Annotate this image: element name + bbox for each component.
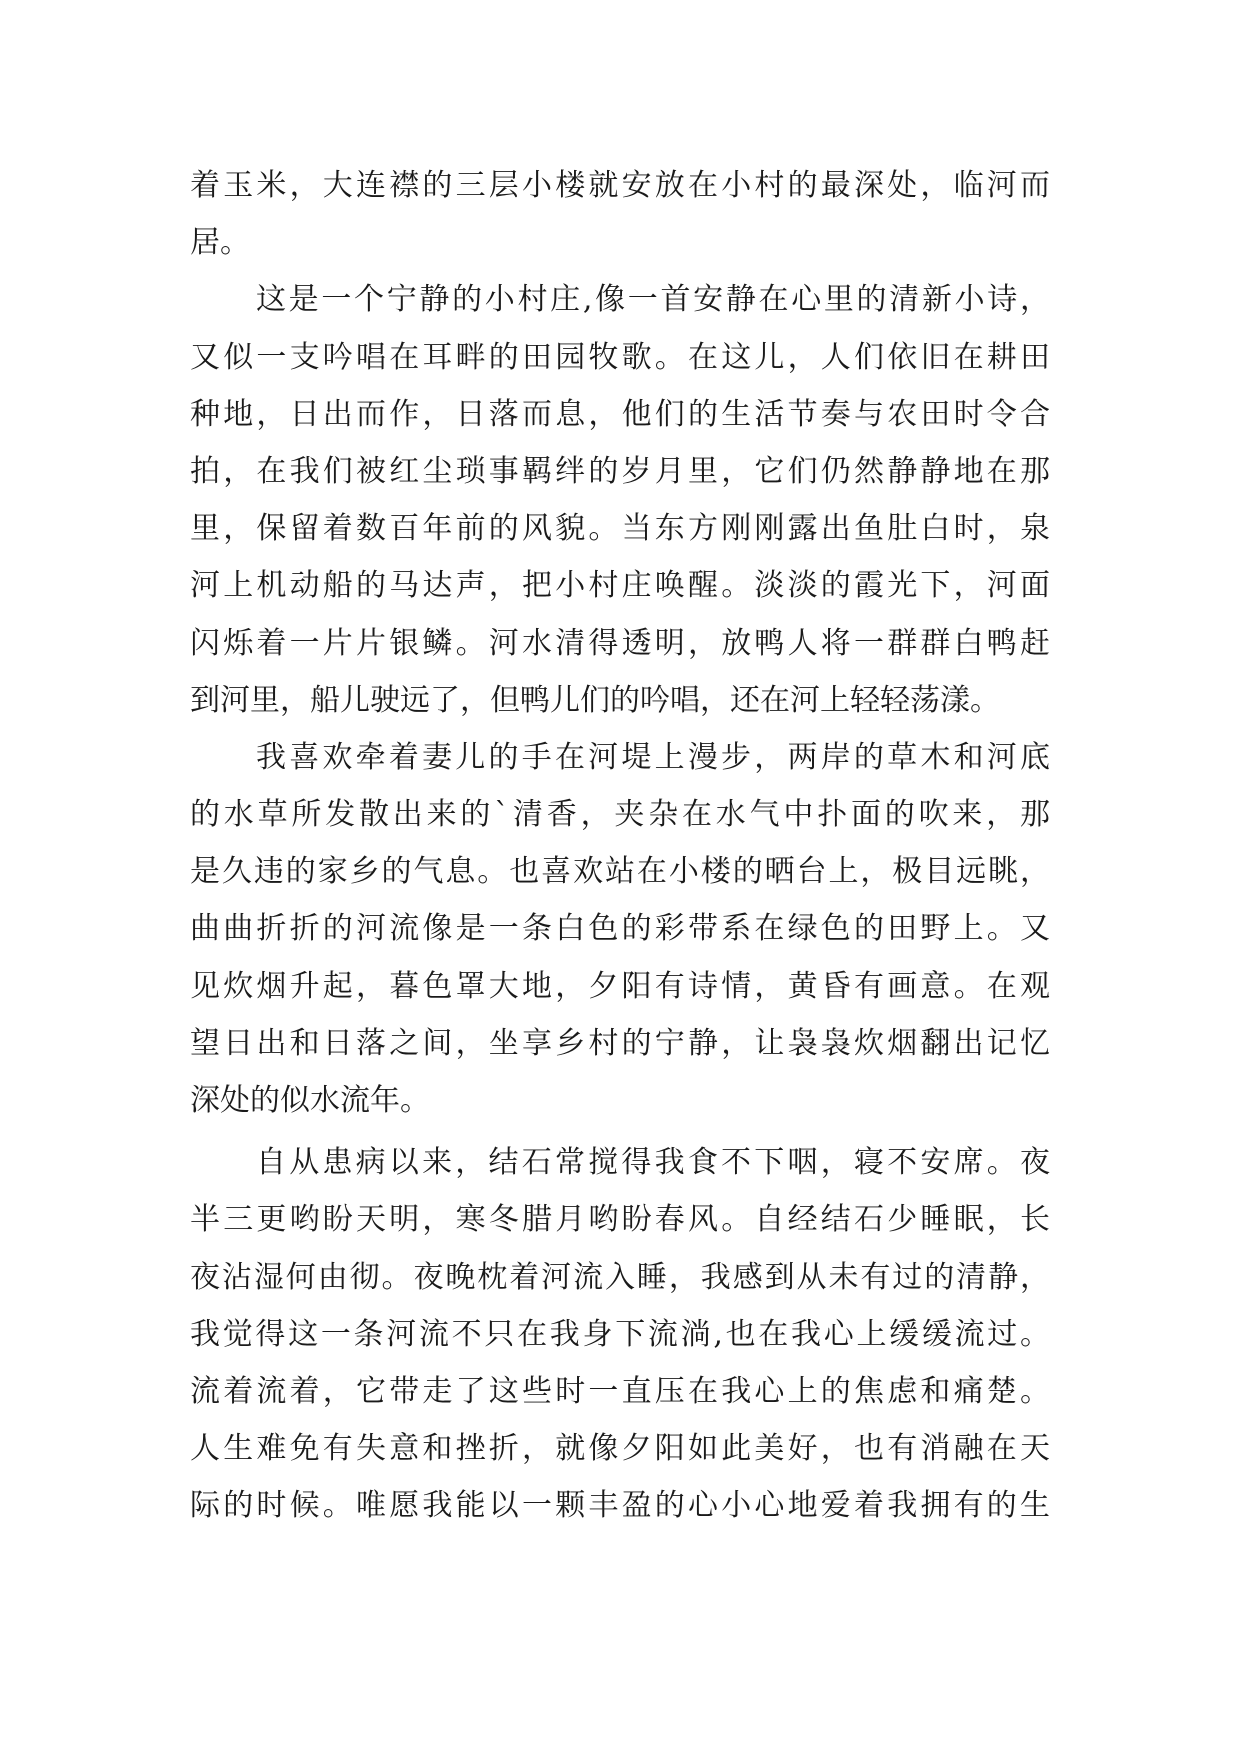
paragraph (190, 1134, 1050, 1534)
text-line: 自从患病以来，结石常搅得我食不下咽，寝不安席。夜 (256, 1145, 1050, 1181)
text-line: 我喜欢牵着妻儿的手在河堤上漫步，两岸的草木和河底 (256, 739, 1050, 775)
text-line: 际的时候。唯愿我能以一颗丰盈的心小心地爱着我拥有的生 (190, 1488, 1050, 1524)
text-line: 流着流着，它带走了这些时一直压在我心上的焦虑和痛楚。 (190, 1373, 1050, 1409)
paragraph (190, 157, 1050, 271)
text-line: 着玉米，大连襟的三层小楼就安放在小村的最深处，临河而 (190, 168, 1050, 203)
document-body (190, 157, 1050, 1535)
text-line: 河上机动船的马达声，把小村庄唤醒。淡淡的霞光下，河面 (190, 568, 1050, 604)
text-line: 又似一支吟唱在耳畔的田园牧歌。在这儿，人们依旧在耕田 (190, 339, 1050, 375)
paragraph (190, 729, 1050, 1129)
text-line: 闪烁着一片片银鳞。河水清得透明，放鸭人将一群群白鸭赶 (190, 625, 1050, 661)
paragraph (190, 271, 1050, 729)
text-line: 拍，在我们被红尘琐事羁绊的岁月里，它们仍然静静地在那 (190, 453, 1050, 489)
text-line: 的水草所发散出来的`清香，夹杂在水气中扑面的吹来，那 (190, 797, 1050, 833)
text-line: 里，保留着数百年前的风貌。当东方刚刚露出鱼肚白时，泉 (190, 511, 1050, 547)
text-line: 到河里，船儿驶远了，但鸭儿们的吟唱，还在河上轻轻荡漾。 (190, 682, 1000, 718)
text-line: 望日出和日落之间，坐享乡村的宁静，让袅袅炊烟翻出记忆 (190, 1025, 1050, 1061)
text-line: 这是一个宁静的小村庄,像一首安静在心里的清新小诗， (256, 282, 1050, 318)
text-line: 居。 (190, 225, 250, 261)
text-line: 夜沾湿何由彻。夜晚枕着河流入睡，我感到从未有过的清静， (190, 1259, 1050, 1295)
text-line: 见炊烟升起，暮色罩大地，夕阳有诗情，黄昏有画意。在观 (190, 968, 1050, 1004)
text-line: 种地，日出而作，日落而息，他们的生活节奏与农田时令合 (190, 396, 1050, 432)
text-line: 是久违的家乡的气息。也喜欢站在小楼的晒台上，极目远眺， (190, 854, 1050, 890)
text-line: 曲曲折折的河流像是一条白色的彩带系在绿色的田野上。又 (190, 911, 1050, 947)
text-line: 深处的似水流年。 (190, 1083, 430, 1118)
text-line: 半三更哟盼天明，寒冬腊月哟盼春风。自经结石少睡眠，长 (190, 1202, 1050, 1238)
text-line: 人生难免有失意和挫折，就像夕阳如此美好，也有消融在天 (190, 1431, 1050, 1467)
text-line: 我觉得这一条河流不只在我身下流淌,也在我心上缓缓流过。 (190, 1316, 1050, 1352)
